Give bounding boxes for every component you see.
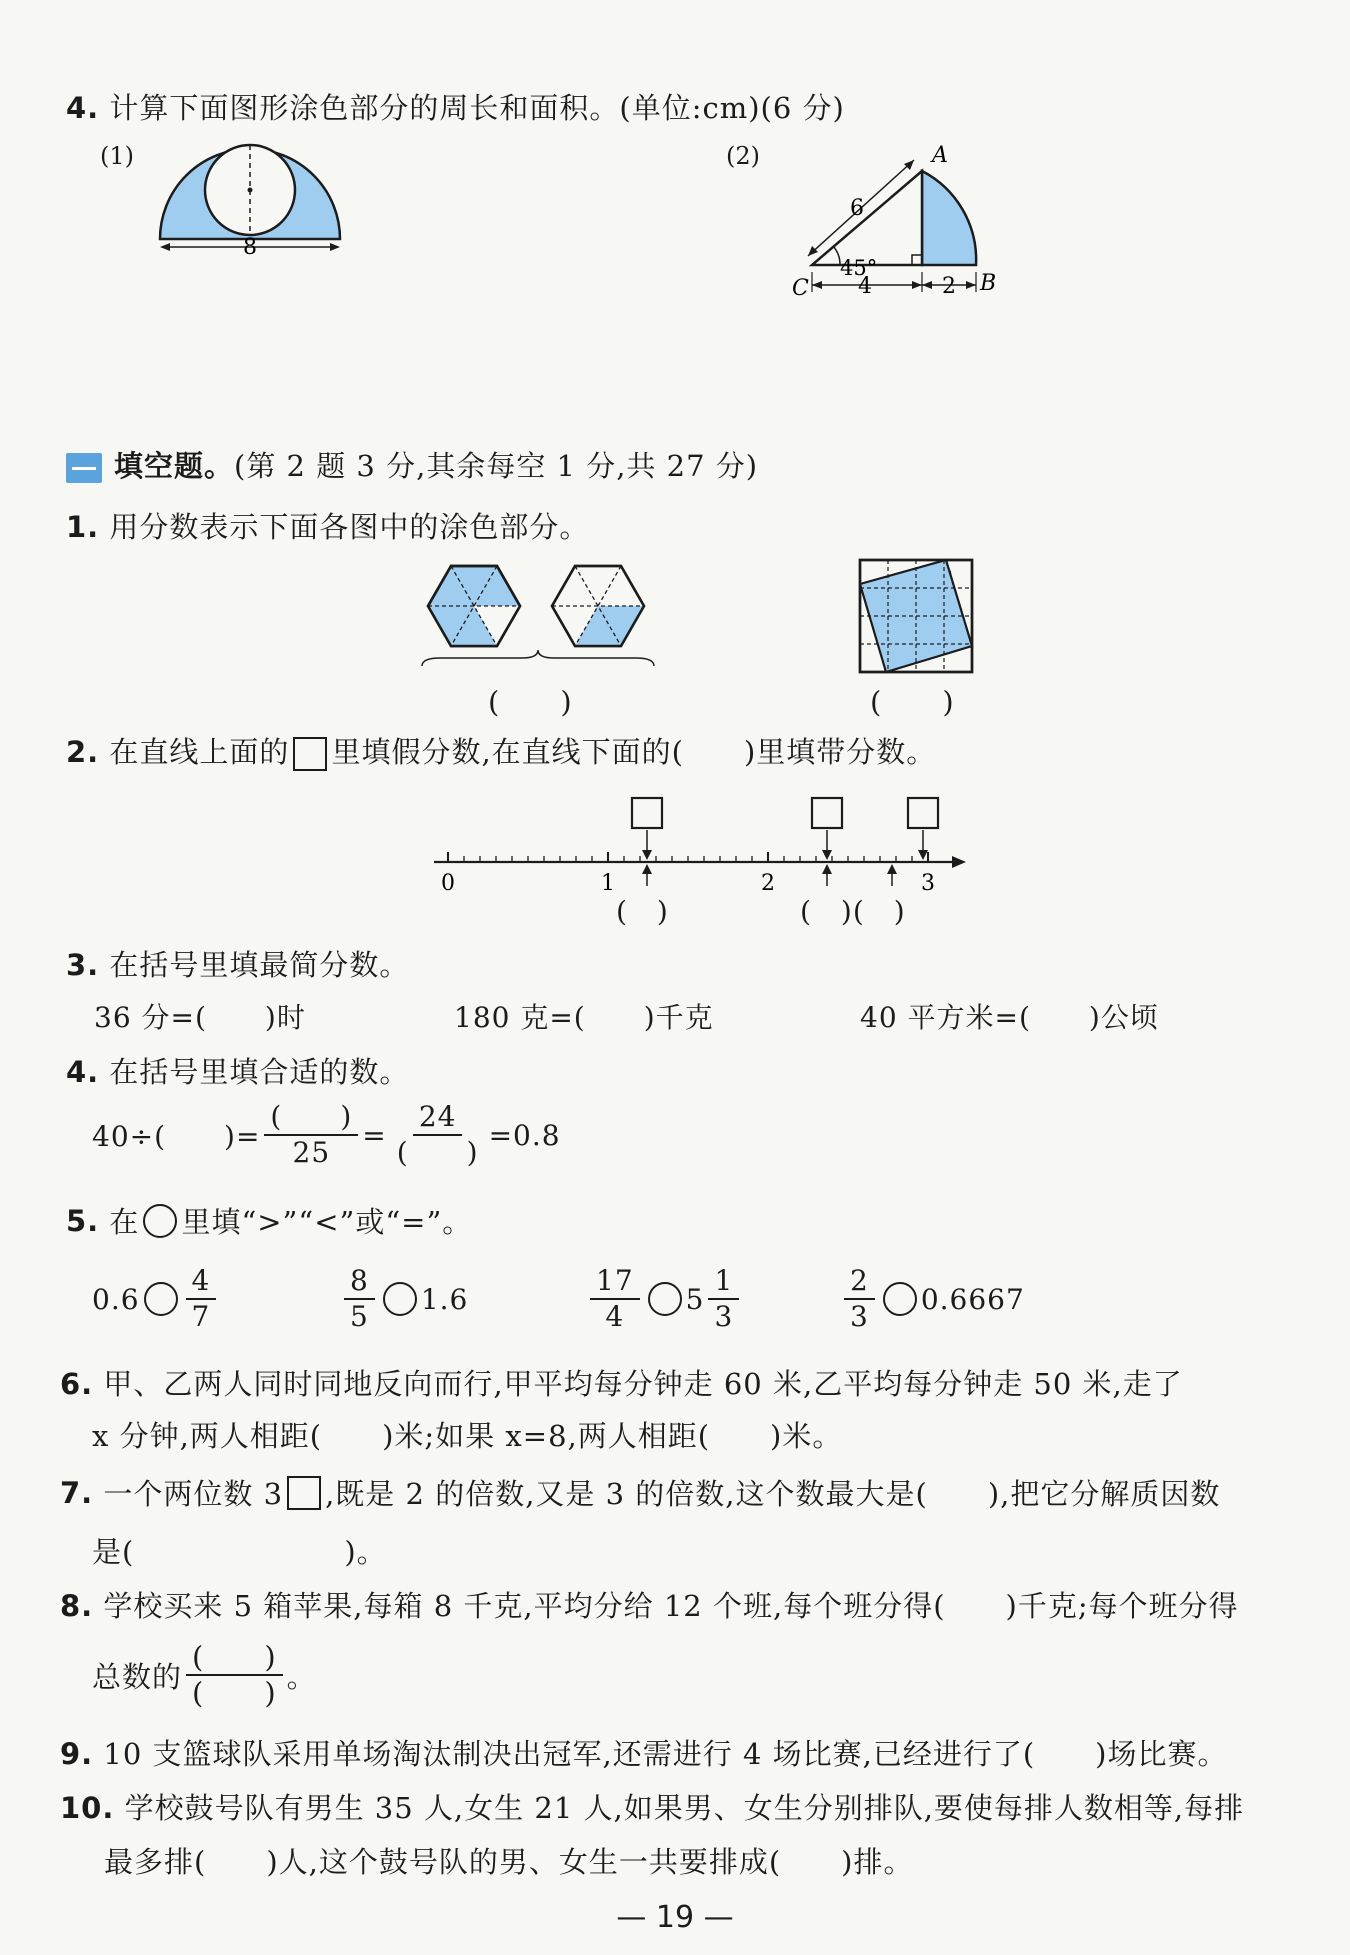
prev-question-4: [66, 86, 845, 127]
question-10-line-1: [60, 1786, 1244, 1827]
question-7-line-1: [60, 1472, 1220, 1513]
question-text[interactable]: 10 支篮球队采用单场淘汰制决出冠军,还需进行 4 场比赛,已经进行了( )场比赛。: [103, 1737, 1228, 1771]
question-number: 2.: [66, 735, 100, 769]
question-9: [60, 1732, 1228, 1773]
fraction: [344, 1264, 375, 1334]
answer-box-3[interactable]: [908, 798, 938, 828]
q1-answer-paren-2[interactable]: ( ): [870, 685, 955, 719]
q3-item-1[interactable]: 36 分=( )时: [94, 1001, 306, 1034]
section-note: (第 2 题 3 分,其余每空 1 分,共 27 分): [234, 449, 759, 483]
answer-box-2[interactable]: [812, 798, 842, 828]
fraction: [186, 1264, 217, 1334]
denominator: 4: [605, 1300, 625, 1333]
period: 。: [286, 1659, 317, 1694]
figure-1-label: (1): [100, 142, 134, 170]
question-text: 在括号里填合适的数。: [109, 1055, 410, 1089]
axis-arrow: [952, 856, 966, 868]
fraction: [844, 1264, 875, 1334]
q3-item-3[interactable]: 40 平方米=( )公顷: [860, 1001, 1159, 1034]
question-text-b: 里填“>”“<”或“=”。: [181, 1205, 473, 1239]
question-number: 8.: [60, 1589, 94, 1623]
question-text: 学校鼓号队有男生 35 人,女生 21 人,如果男、女生分别排队,要使每排人数相等,每排: [124, 1791, 1245, 1825]
q2-answer-paren-2[interactable]: ( )( ): [800, 895, 906, 928]
arrow-right: [330, 243, 340, 251]
fraction: [590, 1264, 640, 1334]
equation-tail: =0.8: [488, 1118, 561, 1152]
arrowhead: [822, 850, 832, 860]
answer-box-1[interactable]: [632, 798, 662, 828]
arrowhead: [887, 864, 897, 874]
compare-circle[interactable]: [883, 1282, 917, 1316]
answer-square-icon: [293, 737, 327, 771]
sector-triangle-figure: [782, 140, 1002, 310]
digit-box[interactable]: [287, 1476, 321, 1510]
question-number: 4.: [66, 91, 100, 125]
question-1: [66, 505, 589, 546]
angle-label: 45°: [840, 256, 878, 280]
question-8-line-1: [60, 1584, 1239, 1625]
section-two-header: [66, 444, 758, 485]
question-6-line-1: [60, 1362, 1183, 1403]
question-5: [66, 1200, 472, 1241]
question-text-a: 在: [109, 1205, 140, 1239]
semicircle-figure: [150, 135, 350, 265]
value: 1.6: [420, 1282, 469, 1316]
numerator: 8: [344, 1264, 375, 1300]
base1-label: 4: [858, 274, 872, 299]
whole-part: 5: [685, 1282, 705, 1316]
denominator[interactable]: ( ): [192, 1676, 277, 1710]
question-number: 1.: [66, 510, 100, 544]
numerator: 2: [844, 1264, 875, 1300]
question-4: [66, 1050, 409, 1091]
question-number: 9.: [60, 1737, 94, 1771]
fraction-1: [264, 1100, 358, 1170]
center-dot: [248, 188, 253, 193]
arrow-left: [160, 243, 170, 251]
question-text-b: ,既是 2 的倍数,又是 3 的倍数,这个数最大是( ),把它分解质因数: [325, 1477, 1221, 1511]
triangle: [812, 171, 922, 265]
question-number: 5.: [66, 1203, 100, 1238]
tick-label-0: 0: [441, 871, 455, 896]
number-line: [430, 790, 970, 900]
question-8-line-2: [92, 1640, 317, 1710]
arrow: [912, 281, 922, 289]
question-10-line-2[interactable]: 最多排( )人,这个鼓号队的男、女生一共要排成( )排。: [104, 1845, 914, 1879]
hexagon-right: [552, 566, 644, 646]
question-number: 3.: [66, 948, 100, 982]
question-text: 甲、乙两人同时同地反向而行,甲平均每分钟走 60 米,乙平均每分钟走 50 米,走了: [103, 1367, 1183, 1401]
arrowhead: [822, 864, 832, 874]
q2-answer-paren-1[interactable]: ( ): [616, 895, 669, 928]
compare-circle-icon: [143, 1204, 177, 1238]
compare-circle[interactable]: [383, 1282, 417, 1316]
hyp-label: 6: [850, 196, 864, 221]
compare-circle[interactable]: [144, 1282, 178, 1316]
arrowhead: [642, 850, 652, 860]
arrow: [812, 281, 822, 289]
value: 0.6667: [920, 1282, 1025, 1316]
q3-item-2[interactable]: 180 克=( )千克: [454, 1001, 714, 1034]
value: 0.6: [92, 1282, 140, 1316]
section-two-icon: [66, 453, 102, 483]
compare-circle[interactable]: [648, 1282, 682, 1316]
hexagon-left: [428, 566, 520, 646]
numerator: 24: [413, 1100, 463, 1136]
denominator: 25: [292, 1136, 331, 1169]
tick-label-3: 3: [921, 871, 935, 896]
question-text: 总数的: [92, 1659, 183, 1694]
question-text-a: 在直线上面的: [109, 735, 290, 769]
question-text: 学校买来 5 箱苹果,每箱 8 千克,平均分给 12 个班,每个班分得( )千克;每个班分得: [103, 1589, 1239, 1623]
brace: [422, 650, 654, 666]
q4-equation: [92, 1100, 561, 1170]
tick-label-2: 2: [761, 871, 775, 896]
dimension-label: 8: [243, 235, 257, 260]
hexagons-figure: [410, 550, 670, 680]
question-text: 在括号里填最简分数。: [109, 948, 410, 982]
compare-1: [92, 1264, 220, 1334]
question-2: [66, 730, 936, 771]
figure-2-label: (2): [726, 142, 760, 170]
question-number: 7.: [60, 1475, 94, 1510]
compare-2: [340, 1264, 468, 1334]
arrow: [966, 281, 976, 289]
question-text-a: 一个两位数 3: [103, 1477, 284, 1511]
q1-answer-paren[interactable]: ( ): [488, 685, 573, 719]
denominator: 7: [191, 1300, 211, 1333]
shaded-sector: [922, 171, 976, 265]
question-7-line-2[interactable]: 是( )。: [92, 1535, 387, 1569]
numerator: 17: [590, 1264, 640, 1300]
numerator[interactable]: ( ): [186, 1640, 283, 1676]
question-text-b: 里填假分数,在直线下面的( )里填带分数。: [331, 735, 937, 769]
denominator[interactable]: ( ): [396, 1136, 479, 1169]
square-grid-figure: [858, 558, 974, 674]
equals-sign: =: [362, 1118, 387, 1152]
page-number: — 19 —: [616, 1900, 734, 1935]
numerator[interactable]: ( ): [264, 1100, 358, 1136]
question-number: 4.: [66, 1055, 100, 1089]
question-6-line-2[interactable]: x 分钟,两人相距( )米;如果 x=8,两人相距( )米。: [92, 1419, 843, 1453]
denominator: 5: [350, 1300, 369, 1333]
question-number: 10.: [60, 1791, 115, 1825]
numerator: 4: [186, 1264, 217, 1300]
fraction-2: [391, 1100, 485, 1170]
question-number: 6.: [60, 1367, 94, 1401]
compare-3: [586, 1264, 743, 1334]
fraction: [708, 1264, 739, 1334]
numerator: 1: [708, 1264, 739, 1300]
question-3: [66, 943, 409, 984]
answer-fraction: [186, 1640, 283, 1710]
label-b: B: [980, 271, 997, 296]
equation-lead[interactable]: 40÷( )=: [92, 1120, 261, 1153]
compare-4: [840, 1264, 1025, 1334]
label-c: C: [792, 276, 809, 301]
arrowhead: [918, 850, 928, 860]
question-text: 用分数表示下面各图中的涂色部分。: [109, 510, 590, 544]
section-title: 填空题。: [114, 449, 235, 483]
label-a: A: [932, 143, 948, 168]
tick-label-1: 1: [601, 871, 615, 896]
base2-label: 2: [942, 274, 956, 299]
tick-group: [448, 852, 928, 862]
denominator: 3: [714, 1300, 734, 1333]
arrowhead: [642, 864, 652, 874]
denominator: 3: [850, 1300, 869, 1333]
question-text: 计算下面图形涂色部分的周长和面积。(单位:cm)(6 分): [109, 91, 845, 125]
arrow: [922, 281, 932, 289]
